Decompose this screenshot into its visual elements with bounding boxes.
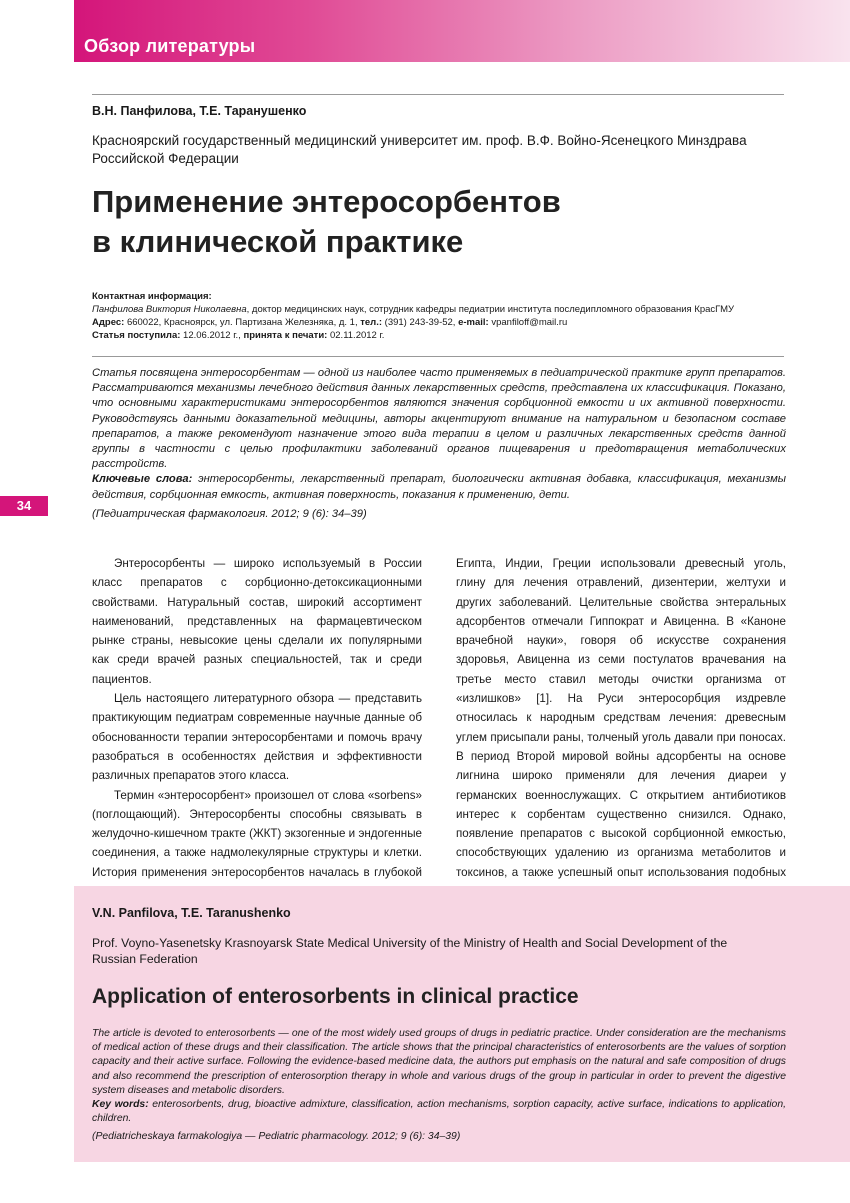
affiliation-ru: Красноярский государственный медицинский университет им. проф. В.Ф. Войно-Ясенецкого Минздрава Российской Федерации <box>92 133 747 166</box>
authors-en: V.N. Panfilova, T.E. Taranushenko <box>92 906 291 920</box>
top-divider <box>92 94 784 95</box>
keywords-en-text: enterosorbents, drug, bioactive admixture, classification, action mechanisms, sorption capacity, active surface, indications to application, children. <box>92 1099 786 1125</box>
paragraph: Энтеросорбенты — широко используемый в России класс препаратов с сорбционно-детоксикационными свойствами. Натуральный состав, широкий ассортимент наименований, представленных на фармацевтическом рынке страны, невысокие цены сделали их популярными как среди врачей разных специальностей, так и среди пациентов. <box>92 557 422 686</box>
citation-ru: (Педиатрическая фармакология. 2012; 9 (6): 34–39) <box>92 507 367 520</box>
abstract-ru <box>92 366 786 522</box>
citation-en: (Pediatricheskaya farmakologiya — Pediatric pharmacology. 2012; 9 (6): 34–39) <box>92 1131 461 1143</box>
article-title-en: Application of enterosorbents in clinical practice <box>92 985 579 1008</box>
address-value: 660022, Красноярск, ул. Партизана Железняка, д. 1, <box>124 317 361 328</box>
received-value: 12.06.2012 г., <box>180 330 244 341</box>
keywords-label: Ключевые слова: <box>92 473 193 486</box>
keywords-text: энтеросорбенты, лекарственный препарат, биологически активная добавка, классификация, механизмы действия, сорбционная емкость, активная поверхность, показания к применению, дети. <box>92 473 786 501</box>
paragraph: Египта, Индии, Греции использовали древесный уголь, глину для лечения отравлений, дизентерии, желтухи и других заболеваний. Целительные свойства энтеральных адсорбентов отмечали Гиппократ и Авиценна. В «Каноне врачебной науки», говоря об искусстве сохранения здоровья, Авиценна из семи постулатов врачевания на третье место ставил методы очистки организма от «излишков» [1]. На Руси энтеросорбция издревле относилась к народным средствам лечения: древесным углем присыпали раны, толченый уголь давали при поносах. В период Второй мировой войны адсорбенты на основе лигнина широко применяли для лечения диареи у германских военнослужащих. С открытием антибиотиков интерес к сорбентам существенно снизился. Однако, появление препаратов с высокой сорбционной емкостью, способствующих удалению из организма метаболитов и токсинов, а также успешный опыт использования подобных <box>456 557 786 879</box>
affiliation-en: Prof. Voyno-Yasenetsky Krasnoyarsk State Medical University of the Ministry of Health and Social Development of the Russian Federation <box>92 936 728 966</box>
body-column-left <box>92 554 422 901</box>
section-title: Обзор литературы <box>84 36 256 56</box>
page-number: 34 <box>0 496 48 516</box>
keywords-en-label: Key words: <box>92 1099 149 1111</box>
abstract-text: Статья посвящена энтеросорбентам — одной из наиболее часто применяемых в педиатрической практике групп препаратов. Рассматриваются механизмы лечебного действия данных лекарственных средств, представлена их классификация. Показано, что основными характеристиками энтеросорбентов являются значения сорбционной емкости и их активной поверхности. Руководствуясь данными доказательной медицины, авторы акцентируют внимание на натуральном и безопасном составе препаратов, а также рекомендуют назначение этого вида терапии в целом и различных лекарственных средств данной группы в частности с целью профилактики заболеваний органов пищеварения и предотвращения метаболических расстройств. <box>92 367 786 471</box>
section-header-band <box>74 0 850 62</box>
authors-ru: В.Н. Панфилова, Т.Е. Таранушенко <box>92 104 307 118</box>
abstract-en <box>92 1027 786 1145</box>
abstract-divider <box>92 356 784 357</box>
title-line-2: в клинической практике <box>92 224 464 259</box>
tel-value: (391) 243-39-52, <box>382 317 459 328</box>
address-label: Адрес: <box>92 317 125 328</box>
contact-label: Контактная информация: <box>92 291 212 302</box>
contact-person-details: , доктор медицинских наук, сотрудник кафедры педиатрии института последипломного образования КрасГМУ <box>246 304 735 315</box>
accepted-value: 02.11.2012 г. <box>327 330 385 341</box>
contact-info <box>92 290 812 342</box>
contact-person: Панфилова Виктория Николаевна <box>92 304 247 315</box>
paragraph: Термин «энтеросорбент» произошел от слова «sorbens» (поглощающий). Энтеросорбенты способны связывать в желудочно-кишечном тракте (ЖКТ) экзогенные и эндогенные соединения, а также надмолекулярные структуры и клетки. История применения энтеросорбентов началась в глубокой <box>92 788 422 879</box>
body-column-right <box>456 554 786 901</box>
email-value: vpanfiloff@mail.ru <box>488 317 568 328</box>
article-title-ru <box>92 182 792 262</box>
title-line-1: Применение энтеросорбентов <box>92 184 561 219</box>
paragraph: Цель настоящего литературного обзора — представить практикующим педиатрам современные научные данные об обоснованности терапии энтеросорбентами и помочь врачу разобраться в особенностях действия и эффективности различных препаратов этого класса. <box>92 692 422 783</box>
email-label: e-mail: <box>458 317 489 328</box>
accepted-label: принята к печати: <box>243 330 328 341</box>
received-label: Статья поступила: <box>92 330 181 341</box>
abstract-en-text: The article is devoted to enterosorbents — one of the most widely used groups of drugs in pediatric practice. Under consideration are the mechanisms of medical action of these drugs and their classification. The article shows that the principal characteristics of enterosorbents are the values of sorption capacity and their active surface. Following the evidence-based medicine data, the authors put emphasis on the natural and safe composition of drugs and also recommend the prescription of enterosorption therapy in whole and various drugs of the group in particular in order to prevent the digestive system diseases and metabolic disorders. <box>92 1028 786 1096</box>
tel-label: тел.: <box>360 317 383 328</box>
